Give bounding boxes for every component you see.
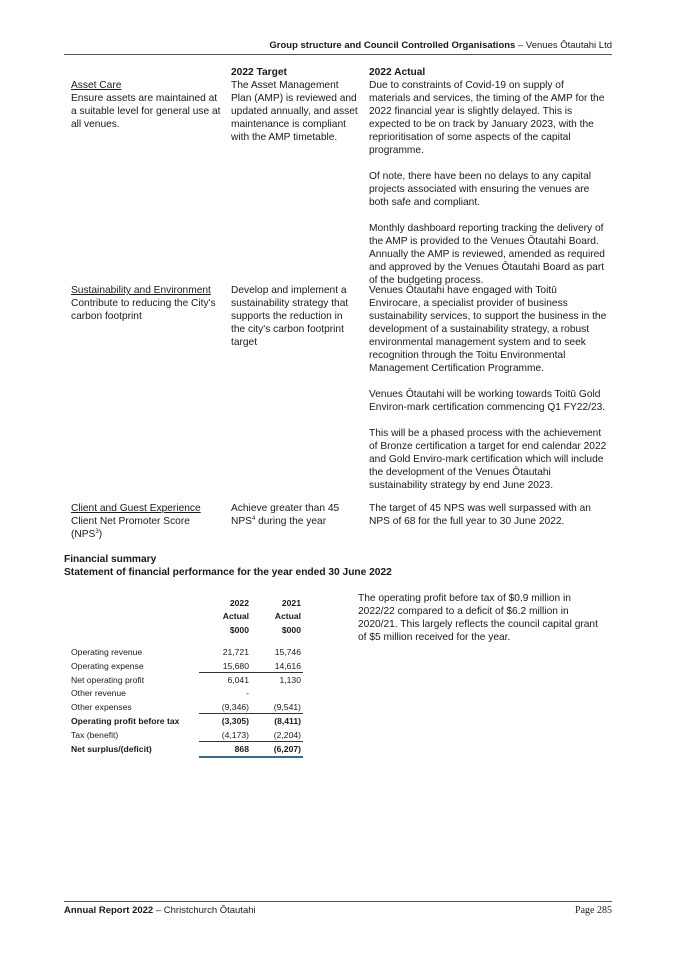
value-2022: (4,173) (199, 728, 251, 742)
measure-description-cell (71, 284, 221, 323)
actual-heading: 2022 Actual (369, 67, 426, 78)
measure-actual (369, 79, 607, 300)
value-2022: 21,721 (222, 647, 249, 658)
value-2022: 15,680 (199, 659, 251, 673)
value-2021: (2,204) (251, 728, 303, 742)
description-text: Client Net Promoter Score (NPS (71, 516, 190, 540)
financial-heading: Financial summary (64, 554, 157, 565)
actual-paragraph: Venues Ōtautahi have engaged with Toitū Envirocare, a specialist provider of business sustainability services, to support the business in the development of a sustainability strategy, a robust environmental management system and to seek recognition through the Toitu Environmental Management Certification Programme. (369, 285, 607, 374)
table-header-row (69, 596, 303, 610)
financial-subheading: Statement of financial performance for the year ended 30 June 2022 (64, 567, 392, 578)
table-row (69, 673, 303, 687)
measure-actual (369, 502, 607, 541)
value-2022: - (246, 688, 249, 699)
row-label: Operating revenue (71, 647, 143, 658)
row-label: Net surplus/(deficit) (71, 744, 152, 755)
table-row (69, 687, 303, 700)
measure-description-cell (71, 502, 221, 541)
actual-paragraph: Due to constraints of Covid-19 on supply of materials and services, the timing of the AMP for the 2022 financial year is slightly delayed. This is expected to be on track by January 2023, with the reprioritisation of some aspects of the capital programme. (369, 80, 605, 156)
financial-summary-heading (64, 553, 392, 579)
description-end: ) (98, 529, 103, 540)
measure-description (71, 515, 221, 541)
footer-report: Annual Report 2022 (64, 905, 154, 916)
value-2022: (3,305) (221, 716, 249, 727)
measure-title: Sustainability and Environment (71, 285, 211, 296)
measure-target: Develop and implement a sustainability strategy that supports the reduction in the city's carbon footprint target (231, 285, 349, 348)
actual-paragraph: The target of 45 NPS was well surpassed with an NPS of 68 for the full year to 30 June 2022. (369, 503, 591, 527)
measure-target: The Asset Management Plan (AMP) is reviewed and updated annually, and asset maintenance is compliant with the AMP timetable. (231, 80, 358, 143)
col-2021-year: 2021 (281, 597, 301, 608)
footnote-ref: 3 (95, 529, 99, 535)
measure-description: Contribute to reducing the City's carbon footprint (71, 298, 216, 322)
value-2021: (6,207) (251, 742, 303, 757)
table-header-row (69, 610, 303, 624)
financial-table (69, 596, 303, 758)
col-2021-basis: Actual (274, 611, 301, 622)
actual-paragraph: Venues Ōtautahi will be working towards Toitū Gold Environ-mark certification commencing Q1 FY22/23. (369, 389, 606, 413)
table-row (69, 728, 303, 742)
value-2022: 868 (199, 742, 251, 757)
footer-separator: – (153, 905, 164, 916)
value-2021: 15,746 (274, 647, 301, 658)
col-2022-unit: $000 (229, 624, 249, 635)
footer-city: Christchurch Ōtautahi (163, 905, 256, 916)
header-section: Group structure and Council Controlled Organisations (269, 40, 516, 51)
header-separator: – (515, 40, 526, 51)
row-label: Tax (benefit) (71, 729, 119, 740)
row-label: Operating expense (71, 660, 144, 671)
value-2021: 14,616 (251, 659, 303, 673)
target-text: Achieve greater than 45 NPS (231, 503, 340, 527)
row-label: Operating profit before tax (71, 715, 180, 726)
actual-paragraph: Monthly dashboard reporting tracking the delivery of the AMP is provided to the Venues Ōtautahi Board. Annually the AMP is reviewed, amended as required and approved by the Venues Ōtautahi Board as part of the budgeting process. (369, 223, 605, 286)
row-label: Other expenses (71, 702, 132, 712)
table-row (69, 742, 303, 757)
target-heading: 2022 Target (231, 67, 287, 78)
value-2021: (9,541) (251, 700, 303, 714)
table-header-row (69, 623, 303, 637)
col-2022-year: 2022 (229, 597, 249, 608)
col-2022-basis: Actual (222, 611, 249, 622)
value-2022: 6,041 (227, 674, 249, 685)
page-footer (64, 901, 612, 916)
measure-actual (369, 284, 607, 505)
financial-commentary: The operating profit before tax of $0.9 million in 2022/22 compared to a deficit of $6.2 million in 2020/21. This largely reflects the council capital grant of $5 million received for the year. (358, 593, 598, 643)
page-number: Page 285 (575, 905, 612, 916)
header-org: Venues Ōtautahi Ltd (525, 40, 612, 51)
row-label: Net operating profit (71, 674, 145, 685)
value-2021 (251, 687, 303, 700)
measure-title: Client and Guest Experience (71, 503, 201, 514)
col-2021-unit: $000 (281, 624, 301, 635)
target-end: during the year (258, 516, 327, 527)
value-2022: (9,346) (199, 700, 251, 714)
actual-paragraph: Of note, there have been no delays to any capital projects associated with ensuring the venues are both safe and compliant. (369, 171, 592, 208)
measure-description-cell (71, 79, 221, 131)
value-2021: 1,130 (279, 674, 301, 685)
table-row (69, 646, 303, 659)
measure-description: Ensure assets are maintained at a suitable level for general use at all venues. (71, 93, 221, 130)
actual-paragraph: This will be a phased process with the achievement of Bronze certification a target for end calendar 2022 and Gold Enviro-mark certification which will include the development of the Venues Ōtautahi sustainability strategy by end June 2023. (369, 428, 607, 491)
page-header (64, 40, 612, 55)
value-2021: (8,411) (274, 716, 301, 727)
table-row (69, 714, 303, 728)
table-row (69, 700, 303, 714)
measure-target (231, 502, 359, 528)
table-row (69, 659, 303, 673)
row-label: Other revenue (71, 688, 126, 699)
measure-title: Asset Care (71, 80, 122, 91)
footnote-ref: 4 (251, 516, 256, 522)
